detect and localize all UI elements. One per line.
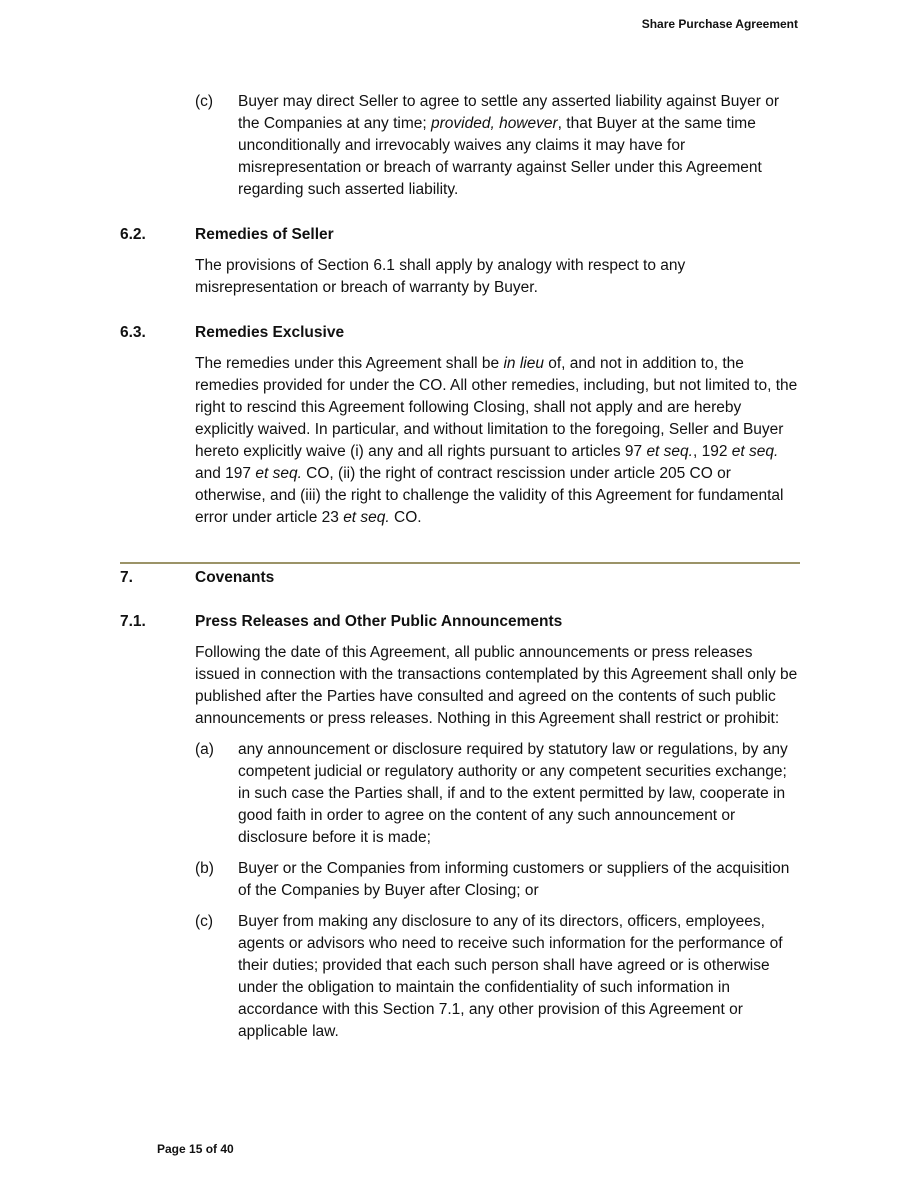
italic-run: provided, however — [431, 115, 558, 132]
section-number: 7.1. — [120, 613, 146, 630]
italic-run: in lieu — [503, 355, 544, 372]
list-item-text: any announcement or disclosure required by statutory law or regulations, by any competent judicial or regulatory authority or any competent securities exchange; in such case the Parties shall, if and to the extent permitted by law, cooperate in good faith in order to agree on the content of any such announcement or disclosure before it is made; — [238, 741, 788, 846]
section-heading-7 — [120, 567, 800, 589]
list-item-text: Buyer or the Companies from informing customers or suppliers of the acquisition of the Companies by Buyer after Closing; or — [238, 860, 790, 899]
list-item-label: (b) — [195, 860, 214, 877]
list-item-label: (a) — [195, 741, 214, 758]
section-7-1-body: Following the date of this Agreement, all public announcements or press releases issued in connection with the transactions contemplated by this Agreement shall only be published after the Parties have consulted and agreed on the contents of such public announcements or press releases. Nothing in this Agreement shall restrict or prohibit: — [195, 644, 798, 727]
section-heading-7-1 — [120, 611, 800, 633]
list-item-text — [238, 93, 779, 198]
section-title: Covenants — [195, 569, 275, 586]
text-run: The remedies under this Agreement shall be — [195, 355, 504, 372]
text-run: of, and not in addition to, the remedies provided for under the CO. All other remedies, including, but not limited to, the right to rescind this Agreement following Closing, shall not apply and are hereby explicitly waived. In particular, and without limitation to the foregoing, Seller and Buyer hereto explicitly waive (i) any and all rights pursuant to articles 97 — [195, 355, 798, 460]
text-run: and 197 — [195, 465, 256, 482]
text-run: CO, (ii) the right of contract rescission under article 205 CO or otherwise, and (iii) the right to challenge the validity of this Agreement for fundamental error under article 23 — [195, 465, 784, 526]
running-header: Share Purchase Agreement — [641, 17, 798, 31]
list-item-c — [120, 911, 800, 1043]
list-item-label: (c) — [195, 93, 214, 110]
list-item-label: (c) — [195, 913, 214, 930]
section-title: Remedies Exclusive — [195, 324, 345, 341]
page-content — [120, 91, 800, 1043]
section-heading-6-3 — [120, 322, 800, 344]
section-title: Press Releases and Other Public Announcements — [195, 613, 563, 630]
section-6-2-body: The provisions of Section 6.1 shall apply by analogy with respect to any misrepresentation or breach of warranty by Buyer. — [195, 257, 686, 296]
list-item-b — [120, 858, 800, 902]
section-title: Remedies of Seller — [195, 226, 334, 243]
list-item-c-top — [120, 91, 800, 201]
page-number: Page 15 of 40 — [157, 1142, 234, 1156]
list-item-a — [120, 739, 800, 849]
text-run: , that Buyer at the same time unconditionally and irrevocably waives any claims it may have for misrepresentation or breach of warranty against Seller under this Agreement regarding such asserted liability. — [238, 115, 762, 198]
section-heading-6-2 — [120, 224, 800, 246]
italic-run: et seq. — [646, 443, 693, 460]
text-run: CO. — [389, 509, 422, 526]
italic-run: et seq. — [731, 443, 779, 460]
italic-run: et seq. — [343, 509, 390, 526]
section-number: 6.3. — [120, 324, 146, 341]
section-number: 6.2. — [120, 226, 146, 243]
text-run: Buyer may direct Seller to agree to settle any asserted liability against Buyer or the Companies at any time; — [238, 93, 780, 132]
section-number: 7. — [120, 569, 133, 586]
italic-run: et seq. — [255, 465, 302, 482]
list-item-text: Buyer from making any disclosure to any of its directors, officers, employees, agents or advisors who need to receive such information for the performance of their duties; provided that each such person shall have agreed or is otherwise under the obligation to maintain the confidentiality of such information in accordance with this Section 7.1, any other provision of this Agreement or applicable law. — [238, 913, 783, 1040]
section-6-3-body — [195, 353, 800, 529]
text-run: , 192 — [692, 443, 732, 460]
